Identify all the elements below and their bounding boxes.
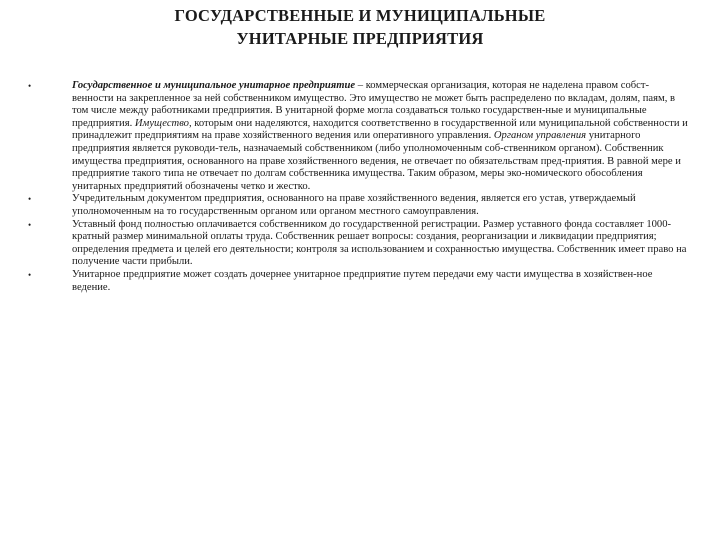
bullet-icon: • [28,81,32,91]
bullet-list [22,80,690,294]
paragraph-text: которым они наделяются, находится соответственно в государственной или муниципальной собственности и принадлежит предприятиям на праве хозяйственного ведения или оперативного управления. [72,117,688,142]
page-title [60,4,660,50]
paragraph-text: Унитарное предприятие может создать дочернее унитарное предприятие путем передачи ему части имущества в хозяйствен-ное ведение. [72,268,653,293]
term-unitary-enterprise: Государственное и муниципальное унитарное предприятие [72,80,356,91]
list-item [22,269,690,294]
bullet-icon: • [28,194,32,205]
list-item [22,80,690,193]
title-line-1: ГОСУДАРСТВЕННЫЕ И МУНИЦИПАЛЬНЫЕ [174,6,546,25]
bullet-icon: • [28,219,32,230]
paragraph-text: унитарного предприятия является руководи-тель, назначаемый собственником (либо уполномоченным соб-ственником органом). Собственник имущества предприятия, основанного на праве хозяйственного ведения, не отвечает по обязательствам пред-приятия. В равной мере и предприятие такого типа не отвечает по долгам собственника имущества. Таким образом, меры эко-номического обособления унитарных предприятий обозначены четко и жестко. [72,130,681,192]
paragraph-text: Учредительным документом предприятия, основанного на праве хозяйственного ведения, является его устав, утверждаемый уполномоченным на то государственным органом или органом местного самоуправления. [72,193,636,217]
list-item [22,193,690,218]
bullet-icon: • [28,269,32,280]
term-property: Имущество, [134,117,192,129]
paragraph-text: – коммерческая организация, которая не наделена правом собст-венности на закрепленное за ней собственником имущество. Это имущество не может быть распределено по вкладам, долям, паям, в том числе между работниками предприятия. В унитарной форме могла создаваться только государствен-ные и муниципальные предприятия. [72,80,676,129]
paragraph-text: Уставный фонд полностью оплачивается собственником до государственной регистрации. Размер уставного фонда составляет 1000-кратный размер минимальной оплаты труда. Собственник решает вопросы: создания, реорганизации и ликвидации предприятия; определения предмета и целей его деятельности; контроля за использованием и сохранностью имущества. Собственник имеет право на получение части прибыли. [72,218,687,268]
title-line-2: УНИТАРНЫЕ ПРЕДПРИЯТИЯ [236,29,484,48]
term-management-body: Органом управления [493,130,587,142]
list-item [22,219,690,269]
